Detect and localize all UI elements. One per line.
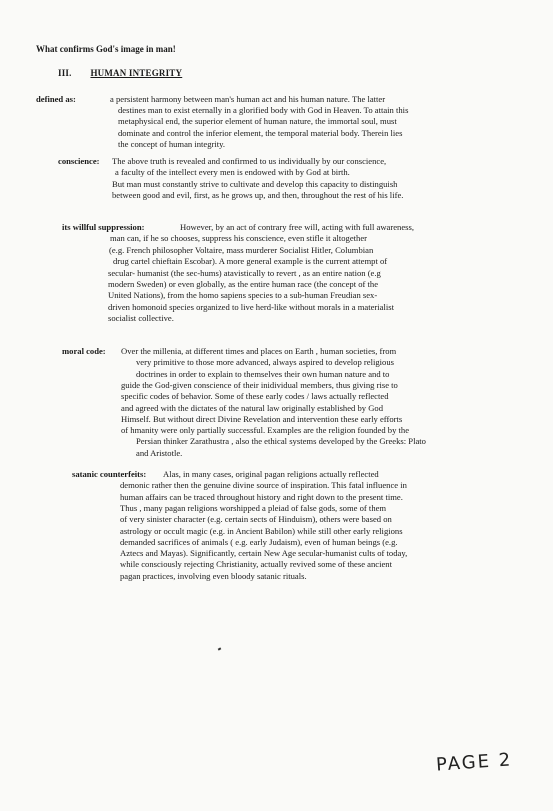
section-line: demonic rather then the genuine divine source of inspiration. This fatal influence in: [120, 480, 407, 491]
section-line: between good and evil, first, as he grows up, and then, throughout the rest of his life.: [112, 190, 404, 201]
section-term: defined as:: [36, 94, 76, 104]
section-line: metaphysical end, the superior element of human nature, the immortal soul, must: [118, 116, 397, 127]
section-line: and Aristotle.: [136, 447, 183, 458]
section-line: pagan practices, involving even bloody satanic rituals.: [120, 570, 307, 581]
section-line: specific codes of behavior. Some of these early codes / laws actually reflected: [121, 391, 389, 402]
section-line: Thus , many pagan religions worshipped a pleiad of false gods, some of them: [120, 502, 387, 513]
section-line: United Nations), from the homo sapiens species to a sub-human Freudian sex-: [108, 290, 378, 301]
page-question: What confirms God's image in man!: [36, 44, 176, 54]
section-line: while consciously rejecting Christianity, actually revived some of these ancient: [120, 559, 392, 570]
section-number: III.: [58, 68, 72, 78]
section-line: Persian thinker Zarathustra , also the ethical systems developed by the Greeks: Plato: [136, 436, 426, 447]
section-line: destines man to exist eternally in a glorified body with God in Heaven. To attain this: [118, 105, 409, 116]
section-line: man can, if he so chooses, suppress his conscience, even stifle it altogether: [110, 233, 368, 244]
section-line: of hmanity were only partially successful. Examples are the religion founded by the: [121, 425, 410, 436]
section-line: very primitive to those more advanced, always aspired to develop religious: [136, 357, 394, 368]
section-line: But man must constantly strive to cultivate and develop this capacity to distinguish: [112, 178, 398, 189]
section-term: its willful suppression:: [62, 222, 145, 232]
section-line: dominate and control the inferior element, the temporal material body. Therein lies: [118, 127, 403, 138]
section-line: The above truth is revealed and confirmed to us individually by our conscience,: [112, 156, 387, 166]
section-line: Alas, in many cases, original pagan religions actually reflected: [163, 469, 379, 479]
section-line: Aztecs and Mayas). Significantly, certain New Age secular-humanist cults of today,: [120, 548, 408, 559]
section-line: guide the God-given conscience of their inidividual members, thus giving rise to: [121, 379, 398, 390]
section-line: Himself. But without direct Divine Revelation and intervention these early efforts: [121, 413, 403, 424]
section-line: a faculty of the intellect every men is endowed with by God at birth.: [115, 167, 350, 178]
section-line: the concept of human integrity.: [118, 138, 226, 149]
section-term: conscience:: [58, 156, 100, 166]
handwritten-page-number: PAGE 2: [435, 749, 513, 776]
section-heading: [58, 68, 182, 78]
scan-speck: [218, 647, 222, 650]
section-line: modern Sweden) or even globally, as the entire human race (the concept of the: [108, 279, 379, 289]
section-line: driven homonoid species organized to live herd-like without morals in a materialist: [108, 301, 394, 312]
section-line: a persistent harmony between man's human act and his human nature. The latter: [110, 94, 386, 104]
section-line: demanded sacrifices of animals ( e.g. early Judaism), even of human beings (e.g.: [120, 536, 398, 547]
section-line: secular- humanist (the sec-hums) atavistically to revert , as an entire nation (e.g: [108, 267, 381, 278]
section-line: of very sinister character (e.g. certain sects of Hinduism), others were based on: [120, 514, 392, 525]
section-line: (e.g. French philosopher Voltaire, mass murderer Socialist Hitler, Columbian: [109, 244, 374, 255]
section-term: moral code:: [62, 346, 106, 356]
section-line: drug cartel chieftain Escobar). A more general example is the current attempt of: [113, 256, 388, 267]
section-line: doctrines in order to explain to themselves their own human nature and to: [136, 368, 390, 379]
section-line: astrology or occult magic (e.g. in Ancient Babilon) while still other early religions: [120, 525, 403, 536]
section-line: However, by an act of contrary free will, acting with full awareness,: [180, 222, 414, 232]
section-line: Over the millenia, at different times and places on Earth , human societies, from: [121, 346, 397, 356]
section-line: human affairs can be traced throughout history and right down to the present time.: [120, 491, 403, 502]
section-title: HUMAN INTEGRITY: [90, 68, 183, 78]
section-term: satanic counterfeits:: [72, 469, 147, 479]
section-line: and agreed with the dictates of the natural law originally established by God: [121, 402, 384, 413]
section-line: socialist collective.: [108, 313, 174, 324]
